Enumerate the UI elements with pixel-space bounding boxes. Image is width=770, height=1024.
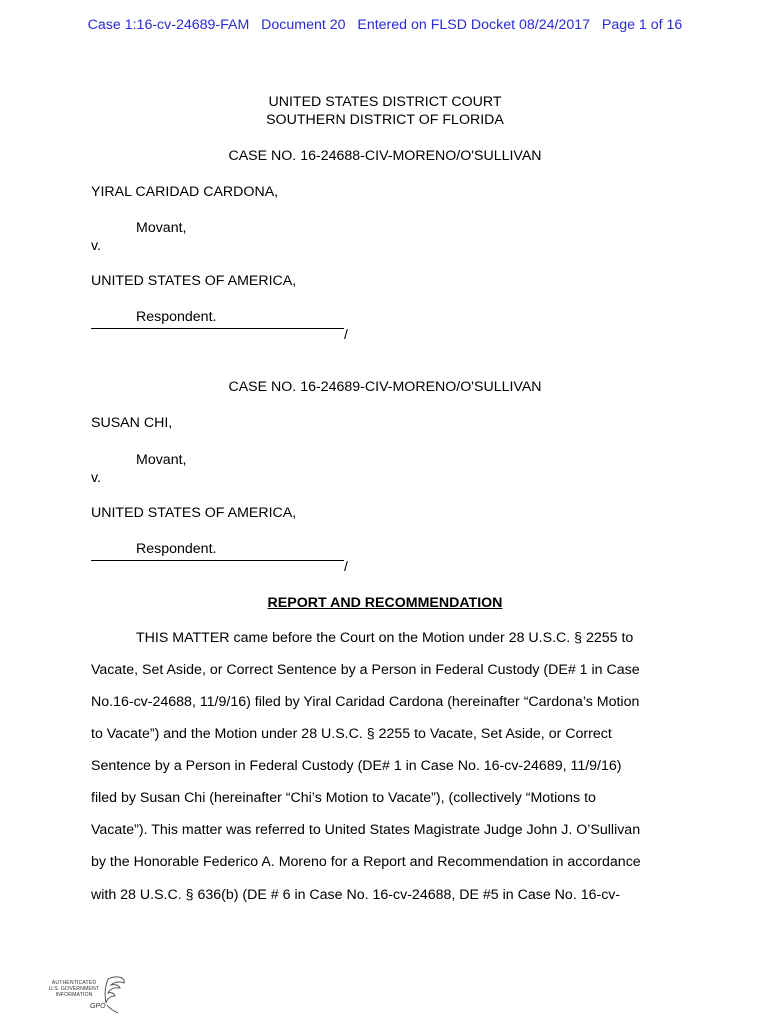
case1-number: CASE NO. 16-24688-CIV-MORENO/O'SULLIVAN	[228, 148, 542, 164]
case1-respondent-role: Respondent.	[136, 309, 217, 325]
gpo-logo-text: AUTHENTICATED U.S. GOVERNMENT INFORMATION	[48, 980, 100, 998]
case2-respondent-role: Respondent.	[136, 541, 217, 557]
case1-respondent-name: UNITED STATES OF AMERICA,	[91, 273, 297, 289]
case1-caption-rule	[91, 328, 344, 329]
case2-movant-role: Movant,	[136, 452, 187, 468]
case2-caption-slash: /	[344, 559, 348, 575]
case2-movant-name: SUSAN CHI,	[91, 415, 173, 431]
gpo-eagle-icon	[102, 975, 128, 1017]
header-case: Case 1:16-cv-24689-FAM	[87, 17, 250, 33]
header-page: Page 1 of 16	[601, 17, 683, 33]
body-line: to Vacate”) and the Motion under 28 U.S.C. § 2255 to Vacate, Set Aside, or Correct	[91, 726, 612, 742]
court-district: SOUTHERN DISTRICT OF FLORIDA	[266, 112, 504, 128]
header-entered: Entered on FLSD Docket 08/24/2017	[357, 17, 591, 33]
body-line: Vacate”). This matter was referred to United States Magistrate Judge John J. O’Sullivan	[91, 822, 641, 838]
header-document: Document 20	[261, 17, 346, 33]
case2-versus: v.	[91, 470, 101, 486]
body-line: by the Honorable Federico A. Moreno for a Report and Recommendation in accordance	[91, 854, 641, 870]
gpo-authenticated-logo	[44, 975, 128, 1017]
body-line: No.16-cv-24688, 11/9/16) filed by Yiral Caridad Cardona (hereinafter “Cardona’s Motion	[91, 694, 640, 710]
body-line: THIS MATTER came before the Court on the Motion under 28 U.S.C. § 2255 to	[136, 630, 634, 646]
case1-movant-role: Movant,	[136, 220, 187, 236]
body-line: Sentence by a Person in Federal Custody (DE# 1 in Case No. 16-cv-24689, 11/9/16)	[91, 758, 622, 774]
court-name: UNITED STATES DISTRICT COURT	[268, 94, 502, 110]
case1-caption-slash: /	[344, 327, 348, 343]
body-line: with 28 U.S.C. § 636(b) (DE # 6 in Case No. 16-cv-24688, DE #5 in Case No. 16-cv-	[91, 887, 621, 903]
gpo-mark-text: GPO	[90, 1003, 106, 1010]
case2-respondent-name: UNITED STATES OF AMERICA,	[91, 505, 297, 521]
docket-header	[0, 17, 770, 33]
case2-caption-rule	[91, 560, 344, 561]
case1-movant-name: YIRAL CARIDAD CARDONA,	[91, 184, 279, 200]
body-line: filed by Susan Chi (hereinafter “Chi’s Motion to Vacate”), (collectively “Motions to	[91, 790, 596, 806]
case2-number: CASE NO. 16-24689-CIV-MORENO/O'SULLIVAN	[228, 379, 542, 395]
case1-versus: v.	[91, 238, 101, 254]
report-title: REPORT AND RECOMMENDATION	[267, 595, 503, 611]
body-line: Vacate, Set Aside, or Correct Sentence by a Person in Federal Custody (DE# 1 in Case	[91, 662, 640, 678]
